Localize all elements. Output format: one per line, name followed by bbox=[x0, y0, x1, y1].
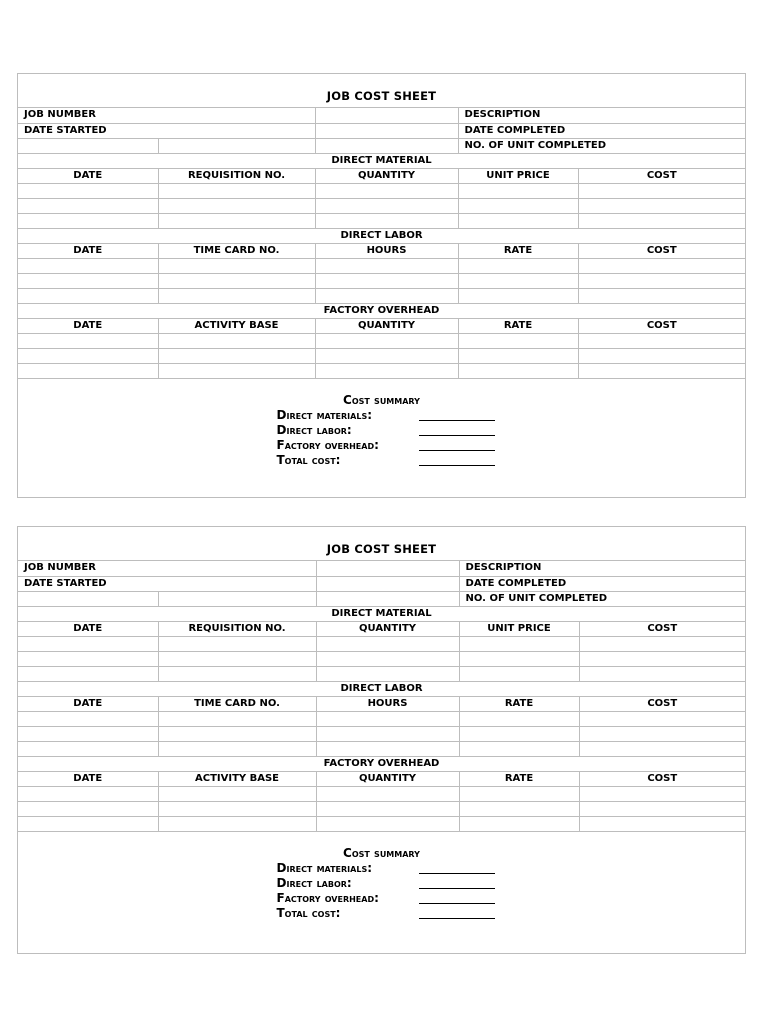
cost-summary bbox=[18, 832, 745, 921]
table-cell[interactable] bbox=[459, 711, 579, 726]
section-title: DIRECT LABOR bbox=[18, 681, 745, 696]
column-header: COST bbox=[578, 243, 745, 258]
table-cell[interactable] bbox=[18, 666, 158, 681]
table-cell[interactable] bbox=[459, 741, 579, 756]
table-cell[interactable] bbox=[315, 273, 458, 288]
direct-materials-blank[interactable] bbox=[419, 409, 495, 421]
column-header: QUANTITY bbox=[315, 318, 458, 333]
table-cell[interactable] bbox=[158, 711, 316, 726]
column-header: RATE bbox=[459, 771, 579, 786]
table-cell[interactable] bbox=[315, 198, 458, 213]
table-cell[interactable] bbox=[158, 258, 315, 273]
table-row bbox=[18, 651, 745, 666]
header-row-units bbox=[18, 591, 745, 606]
blank-cell[interactable] bbox=[158, 138, 315, 153]
column-header: DATE bbox=[18, 318, 158, 333]
table-cell[interactable] bbox=[158, 801, 316, 816]
summary-line-direct-materials bbox=[277, 408, 495, 423]
table-cell[interactable] bbox=[315, 183, 458, 198]
cost-summary-title: Cost summary bbox=[343, 845, 420, 860]
table-row bbox=[18, 816, 745, 831]
blank-cell[interactable] bbox=[315, 138, 458, 153]
table-cell[interactable] bbox=[579, 651, 745, 666]
header-row-job-number bbox=[18, 561, 745, 576]
column-header: ACTIVITY BASE bbox=[158, 318, 315, 333]
column-header: ACTIVITY BASE bbox=[158, 771, 316, 786]
table-row bbox=[18, 288, 745, 303]
table-cell[interactable] bbox=[579, 711, 745, 726]
table-cell[interactable] bbox=[158, 288, 315, 303]
header-row-units bbox=[18, 138, 745, 153]
column-header-row bbox=[18, 696, 745, 711]
summary-line-total-cost bbox=[277, 453, 495, 468]
table-cell[interactable] bbox=[18, 363, 158, 378]
section-direct-material bbox=[18, 606, 745, 621]
table-cell[interactable] bbox=[18, 258, 158, 273]
date-started-label: DATE STARTED bbox=[18, 123, 315, 138]
section-direct-labor bbox=[18, 228, 745, 243]
section-factory-overhead bbox=[18, 756, 745, 771]
table-cell[interactable] bbox=[578, 333, 745, 348]
table-cell[interactable] bbox=[578, 213, 745, 228]
summary-label: Total cost: bbox=[276, 452, 341, 467]
table-row bbox=[18, 786, 745, 801]
table-cell[interactable] bbox=[579, 801, 745, 816]
table-row bbox=[18, 636, 745, 651]
table-cell[interactable] bbox=[18, 636, 158, 651]
column-header: QUANTITY bbox=[316, 621, 459, 636]
column-header: DATE bbox=[18, 696, 158, 711]
sheet-title: JOB COST SHEET bbox=[18, 74, 745, 108]
date-started-field[interactable] bbox=[315, 123, 458, 138]
table-cell[interactable] bbox=[458, 273, 578, 288]
description-label: DESCRIPTION bbox=[459, 561, 745, 576]
table-cell[interactable] bbox=[579, 816, 745, 831]
section-factory-overhead bbox=[18, 303, 745, 318]
section-title: FACTORY OVERHEAD bbox=[18, 303, 745, 318]
job-number-label: JOB NUMBER bbox=[18, 561, 316, 576]
table-cell[interactable] bbox=[158, 333, 315, 348]
table-cell[interactable] bbox=[458, 213, 578, 228]
table-cell[interactable] bbox=[18, 288, 158, 303]
table-cell[interactable] bbox=[316, 651, 459, 666]
summary-line-factory-overhead bbox=[277, 891, 495, 906]
column-header: HOURS bbox=[316, 696, 459, 711]
column-header: DATE bbox=[18, 243, 158, 258]
column-header: HOURS bbox=[315, 243, 458, 258]
table-cell[interactable] bbox=[18, 348, 158, 363]
column-header: REQUISITION NO. bbox=[158, 621, 316, 636]
date-completed-label: DATE COMPLETED bbox=[458, 123, 745, 138]
column-header: DATE bbox=[18, 168, 158, 183]
table-row bbox=[18, 801, 745, 816]
table-cell[interactable] bbox=[18, 786, 158, 801]
table-cell[interactable] bbox=[158, 213, 315, 228]
table-cell[interactable] bbox=[458, 198, 578, 213]
section-title: DIRECT MATERIAL bbox=[18, 153, 745, 168]
summary-line-factory-overhead bbox=[277, 438, 495, 453]
table-row bbox=[18, 198, 745, 213]
cost-summary-lines bbox=[277, 861, 495, 921]
column-header: UNIT PRICE bbox=[459, 621, 579, 636]
table-cell[interactable] bbox=[158, 636, 316, 651]
table-cell[interactable] bbox=[458, 183, 578, 198]
table-cell[interactable] bbox=[578, 258, 745, 273]
table-cell[interactable] bbox=[459, 726, 579, 741]
table-cell[interactable] bbox=[158, 741, 316, 756]
table-cell[interactable] bbox=[579, 636, 745, 651]
column-header: COST bbox=[578, 318, 745, 333]
table-cell[interactable] bbox=[458, 333, 578, 348]
section-direct-labor bbox=[18, 681, 745, 696]
job-cost-sheet-2 bbox=[17, 526, 746, 954]
table-row bbox=[18, 273, 745, 288]
column-header: TIME CARD NO. bbox=[158, 696, 316, 711]
table-cell[interactable] bbox=[18, 651, 158, 666]
table-cell[interactable] bbox=[18, 273, 158, 288]
total-cost-blank[interactable] bbox=[419, 454, 495, 466]
section-title: DIRECT MATERIAL bbox=[18, 606, 745, 621]
table-row bbox=[18, 741, 745, 756]
summary-label: Direct materials: bbox=[276, 860, 373, 875]
table-cell[interactable] bbox=[316, 666, 459, 681]
summary-label: Direct labor: bbox=[276, 422, 352, 437]
job-number-label: JOB NUMBER bbox=[18, 108, 315, 123]
table-row bbox=[18, 348, 745, 363]
table-cell[interactable] bbox=[158, 786, 316, 801]
table-cell[interactable] bbox=[458, 258, 578, 273]
table-cell[interactable] bbox=[316, 801, 459, 816]
summary-label: Factory overhead: bbox=[276, 437, 379, 452]
table-cell[interactable] bbox=[158, 726, 316, 741]
date-started-field[interactable] bbox=[316, 576, 459, 591]
blank-cell[interactable] bbox=[18, 591, 158, 606]
column-header: COST bbox=[578, 168, 745, 183]
column-header: DATE bbox=[18, 771, 158, 786]
table-cell[interactable] bbox=[578, 273, 745, 288]
job-cost-table bbox=[18, 108, 745, 379]
table-cell[interactable] bbox=[579, 786, 745, 801]
date-completed-label: DATE COMPLETED bbox=[459, 576, 745, 591]
cost-summary-lines bbox=[277, 408, 495, 468]
column-header: UNIT PRICE bbox=[458, 168, 578, 183]
table-cell[interactable] bbox=[18, 198, 158, 213]
summary-label: Direct materials: bbox=[276, 407, 373, 422]
table-cell[interactable] bbox=[578, 198, 745, 213]
column-header: COST bbox=[579, 771, 745, 786]
column-header-row bbox=[18, 168, 745, 183]
table-cell[interactable] bbox=[18, 741, 158, 756]
cost-summary-title: Cost summary bbox=[343, 392, 420, 407]
table-cell[interactable] bbox=[459, 801, 579, 816]
table-cell[interactable] bbox=[459, 651, 579, 666]
table-cell[interactable] bbox=[158, 363, 315, 378]
table-cell[interactable] bbox=[158, 816, 316, 831]
column-header-row bbox=[18, 771, 745, 786]
summary-line-direct-labor bbox=[277, 423, 495, 438]
table-row bbox=[18, 726, 745, 741]
date-started-label: DATE STARTED bbox=[18, 576, 316, 591]
job-cost-table bbox=[18, 561, 745, 832]
table-cell[interactable] bbox=[578, 288, 745, 303]
job-number-field[interactable] bbox=[316, 561, 459, 576]
column-header-row bbox=[18, 243, 745, 258]
table-cell[interactable] bbox=[315, 348, 458, 363]
table-cell[interactable] bbox=[315, 288, 458, 303]
summary-label: Direct labor: bbox=[276, 875, 352, 890]
column-header: COST bbox=[579, 621, 745, 636]
blank-cell[interactable] bbox=[158, 591, 316, 606]
table-cell[interactable] bbox=[316, 636, 459, 651]
table-cell[interactable] bbox=[316, 786, 459, 801]
table-cell[interactable] bbox=[18, 711, 158, 726]
job-number-field[interactable] bbox=[315, 108, 458, 123]
table-cell[interactable] bbox=[158, 348, 315, 363]
total-cost-blank[interactable] bbox=[419, 907, 495, 919]
table-row bbox=[18, 363, 745, 378]
table-row bbox=[18, 711, 745, 726]
blank-cell[interactable] bbox=[18, 138, 158, 153]
factory-overhead-blank[interactable] bbox=[419, 892, 495, 904]
table-cell[interactable] bbox=[316, 711, 459, 726]
header-row-dates bbox=[18, 123, 745, 138]
table-cell[interactable] bbox=[458, 348, 578, 363]
table-cell[interactable] bbox=[315, 363, 458, 378]
table-cell[interactable] bbox=[18, 801, 158, 816]
header-row-job-number bbox=[18, 108, 745, 123]
column-header: QUANTITY bbox=[316, 771, 459, 786]
table-cell[interactable] bbox=[315, 333, 458, 348]
column-header: RATE bbox=[459, 696, 579, 711]
table-row bbox=[18, 183, 745, 198]
table-cell[interactable] bbox=[18, 213, 158, 228]
table-cell[interactable] bbox=[579, 741, 745, 756]
column-header: TIME CARD NO. bbox=[158, 243, 315, 258]
table-cell[interactable] bbox=[315, 258, 458, 273]
section-title: DIRECT LABOR bbox=[18, 228, 745, 243]
table-cell[interactable] bbox=[459, 786, 579, 801]
column-header: COST bbox=[579, 696, 745, 711]
section-title: FACTORY OVERHEAD bbox=[18, 756, 745, 771]
section-direct-material bbox=[18, 153, 745, 168]
summary-line-direct-labor bbox=[277, 876, 495, 891]
table-cell[interactable] bbox=[579, 726, 745, 741]
table-cell[interactable] bbox=[459, 636, 579, 651]
table-cell[interactable] bbox=[158, 651, 316, 666]
factory-overhead-blank[interactable] bbox=[419, 439, 495, 451]
table-cell[interactable] bbox=[459, 816, 579, 831]
column-header: RATE bbox=[458, 318, 578, 333]
table-cell[interactable] bbox=[459, 666, 579, 681]
table-row bbox=[18, 258, 745, 273]
table-cell[interactable] bbox=[315, 213, 458, 228]
direct-labor-blank[interactable] bbox=[419, 424, 495, 436]
table-cell[interactable] bbox=[316, 726, 459, 741]
table-cell[interactable] bbox=[18, 726, 158, 741]
table-cell[interactable] bbox=[18, 183, 158, 198]
description-label: DESCRIPTION bbox=[458, 108, 745, 123]
column-header: DATE bbox=[18, 621, 158, 636]
table-cell[interactable] bbox=[458, 363, 578, 378]
sheet-title: JOB COST SHEET bbox=[18, 527, 745, 561]
units-completed-label: NO. OF UNIT COMPLETED bbox=[459, 591, 745, 606]
summary-label: Total cost: bbox=[276, 905, 341, 920]
units-completed-label: NO. OF UNIT COMPLETED bbox=[458, 138, 745, 153]
table-cell[interactable] bbox=[578, 348, 745, 363]
column-header: RATE bbox=[458, 243, 578, 258]
direct-labor-blank[interactable] bbox=[419, 877, 495, 889]
table-cell[interactable] bbox=[158, 183, 315, 198]
table-cell[interactable] bbox=[578, 363, 745, 378]
column-header: QUANTITY bbox=[315, 168, 458, 183]
table-cell[interactable] bbox=[158, 666, 316, 681]
table-cell[interactable] bbox=[316, 816, 459, 831]
header-row-dates bbox=[18, 576, 745, 591]
cost-summary bbox=[18, 379, 745, 468]
job-cost-sheet-1 bbox=[17, 73, 746, 498]
table-cell[interactable] bbox=[316, 741, 459, 756]
table-cell[interactable] bbox=[458, 288, 578, 303]
table-cell[interactable] bbox=[18, 816, 158, 831]
table-cell[interactable] bbox=[579, 666, 745, 681]
blank-cell[interactable] bbox=[316, 591, 459, 606]
summary-line-direct-materials bbox=[277, 861, 495, 876]
table-cell[interactable] bbox=[18, 333, 158, 348]
table-cell[interactable] bbox=[158, 273, 315, 288]
column-header-row bbox=[18, 318, 745, 333]
summary-label: Factory overhead: bbox=[276, 890, 379, 905]
table-row bbox=[18, 333, 745, 348]
column-header: REQUISITION NO. bbox=[158, 168, 315, 183]
column-header-row bbox=[18, 621, 745, 636]
direct-materials-blank[interactable] bbox=[419, 862, 495, 874]
summary-line-total-cost bbox=[277, 906, 495, 921]
table-row bbox=[18, 666, 745, 681]
table-row bbox=[18, 213, 745, 228]
table-cell[interactable] bbox=[158, 198, 315, 213]
table-cell[interactable] bbox=[578, 183, 745, 198]
